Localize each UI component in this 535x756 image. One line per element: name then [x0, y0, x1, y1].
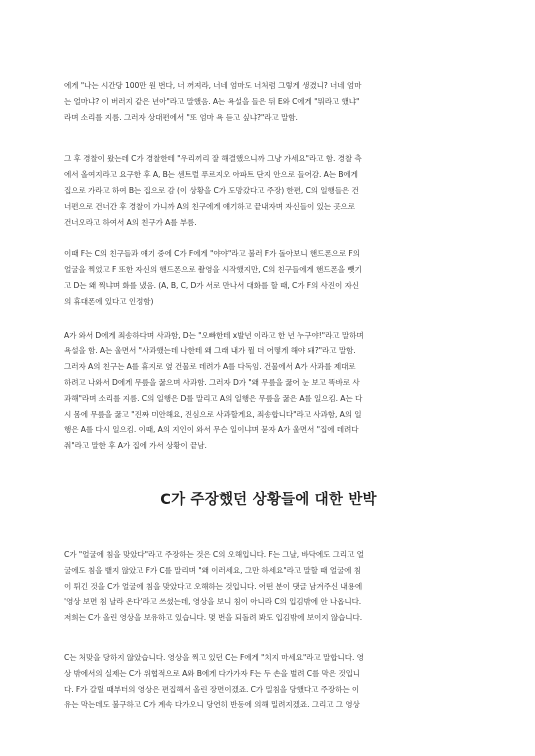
text-line: 이 튀긴 것을 C가 얼굴에 침을 맞았다고 오해하는 것입니다. 어떤 분이 댓글 남겨주신 내용에 — [64, 581, 363, 591]
text-line: 하려고 나와서 D에게 무릎을 꿇으며 사과함. 그러자 D가 "왜 무릎을 꿇어 눈 보고 똑바로 사 — [64, 377, 360, 387]
text-line: 건너오라고 하여서 A의 친구가 A를 부름. — [64, 217, 197, 227]
text-line: 시 몸에 무릎을 꿇고 "진짜 미안해요, 진심으로 사과할게요, 죄송합니다"라고 사과함, A의 일 — [64, 409, 362, 419]
text-line: 집으로 가라고 하여 B는 집으로 감 (이 상황을 C가 도망갔다고 주장) 한편, C의 일행들은 건 — [64, 185, 359, 195]
paragraph-top-2 — [64, 151, 473, 230]
paragraph-top-4 — [64, 328, 473, 454]
text-line: 줘"라고 말한 후 A가 집에 가서 상황이 끝남. — [64, 441, 207, 451]
text-line: 의 휴대폰에 있다고 인정함) — [64, 296, 154, 306]
text-line: 그 후 경찰이 왔는데 C가 경찰한테 "우리끼리 잘 해결했으니까 그냥 가세요"라고 함. 경찰 측 — [64, 154, 362, 164]
text-line: 이때 F는 C의 친구들과 얘기 중에 C가 F에게 "야야"라고 불러 F가 돌아보니 핸드폰으로 F의 — [64, 249, 360, 259]
text-line: 는 얼마냐? 이 버러지 같은 년아"라고 말했음. A는 욕설을 들은 뒤 E와 C에게 "뭐라고 했냐" — [64, 96, 360, 106]
text-line: '영상 보면 침 날라 온다'라고 쓰셨는데, 영상을 보니 침이 아니라 C의 입김밖에 안 나옵니다. — [64, 597, 362, 607]
text-line: 욕설을 함. A는 울면서 "사과했는데 나한테 왜 그래 내가 뭘 더 어떻게 해야 돼?"라고 말함. — [64, 346, 356, 356]
text-line: C는 처맞을 당하지 않았습니다. 영상을 찍고 있던 C는 F에게 "치지 마세요"라고 말합니다. 영 — [64, 652, 364, 662]
paragraph-bottom-2 — [64, 650, 473, 713]
text-line: 너편으로 건너간 후 경찰이 가니까 A의 친구에게 얘기하고 끝내자며 자신들이 있는 곳으로 — [64, 201, 356, 211]
text-line: 행은 A를 다시 일으킴. 이때, A의 지인이 와서 무슨 일이냐며 묻자 A가 울면서 "집에 데려다 — [64, 425, 359, 435]
text-line: 에서 올여지라고 요구한 후 A, B는 센트럴 푸르지오 아파트 단지 안으로 들어감. A는 B에게 — [64, 170, 358, 180]
paragraph-top-1 — [64, 78, 473, 125]
text-line: 저희는 C가 올린 영상을 보유하고 있습니다. 몇 번을 되돌려 봐도 입김밖에 보이지 않습니다. — [64, 613, 363, 623]
text-line: 얼굴을 찍었고 F 또한 자신의 핸드폰으로 촬영을 시작했지만, C의 친구들에게 핸드폰을 뺏기 — [64, 265, 362, 275]
paragraph-top-3 — [64, 246, 473, 309]
text-line: 유는 막는데도 불구하고 C가 계속 다가오니 당연히 반동에 의해 밀려지겠죠. 그리고 그 영상 — [64, 700, 360, 710]
section-heading: C가 주장했던 상황들에 대한 반박 — [160, 491, 377, 508]
text-line: C가 "얼굴에 침을 맞았다"라고 주장하는 것은 C의 오해입니다. F는 그날, 바닥에도 그리고 얼 — [64, 549, 364, 559]
text-line: 에게 "나는 시간당 100만 원 번다, 너 꺼져라, 너네 엄마도 너처럼 그렇게 생겼니? 너네 엄마 — [64, 81, 362, 90]
text-line: 굴에도 침을 뱉지 않았고 F가 C를 말리며 "왜 이러세요, 그만 하세요"라고 말할 때 얼굴에 침 — [64, 565, 361, 575]
text-line: 과해"라며 소리를 지름. C의 일행은 D를 말리고 A의 일행은 무릎을 꿇은 A를 일으킴. A는 다 — [64, 393, 363, 403]
text-line: 그러자 A의 친구는 A를 휴지로 옆 건물로 데려가 A를 다독임. 건물에서 A가 사과를 제대로 — [64, 362, 356, 372]
text-line: 상 밖에서의 실제는 C가 위협적으로 A와 B에게 다가가자 F는 두 손을 벌려 C를 막은 것입니 — [64, 668, 361, 678]
text-line: A가 와서 D에게 죄송하다며 사과함, D는 "오빠한테 x발년 이라고 한 년 누구야!"라고 말하며 — [64, 330, 364, 340]
paragraph-bottom-1 — [64, 547, 473, 626]
text-line: 라며 소리를 지름. 그러자 상대편에서 "또 엄마 욕 듣고 싶냐?"라고 말함. — [64, 112, 298, 122]
text-line: 다. F가 갈릴 때부터의 영상은 편집해서 올린 장면이겠죠. C가 밀침을 당했다고 주장하는 이 — [64, 684, 360, 694]
text-line: 고 D는 왜 찍냐며 화를 냈음. (A, B, C, D가 서로 만나서 대화를 할 때, C가 F의 사진이 자신 — [64, 280, 360, 290]
